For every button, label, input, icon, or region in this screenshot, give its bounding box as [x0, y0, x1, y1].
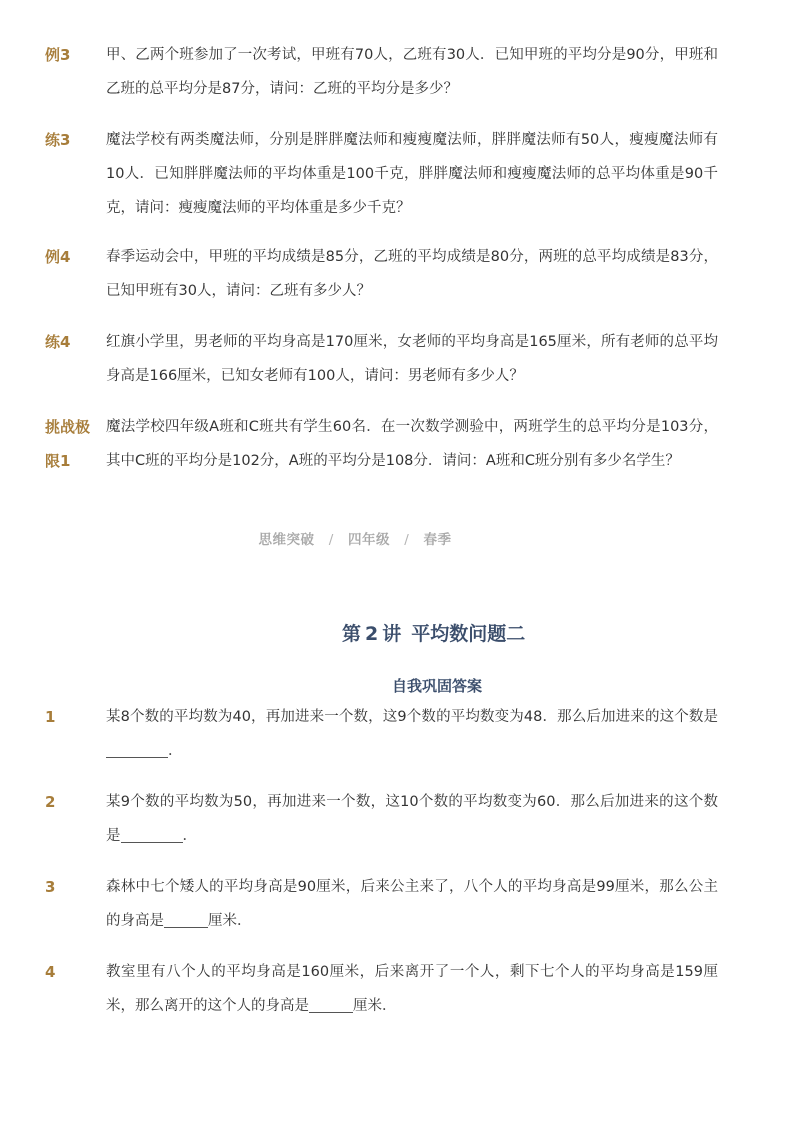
exercise-text-after: 厘米． [208, 913, 252, 929]
exercise-text-after: ． [168, 743, 183, 759]
answer-blank[interactable] [164, 911, 208, 928]
problem-label [45, 410, 101, 478]
problem-label: 练4 [45, 333, 71, 351]
problem-text: 甲、乙两个班参加了一次考试，甲班有70人，乙班有30人．已知甲班的平均分是90分，甲班和乙班的总平均分是87分，请问：乙班的平均分是多少？ [106, 47, 718, 97]
exercise-label: 3 [45, 878, 56, 896]
answer-blank[interactable] [106, 741, 168, 758]
exercise-text-before: 教室里有八个人的平均身高是160厘米，后来离开了一个人，剩下七个人的平均身高是159厘米，那么离开的这个人的身高是 [106, 964, 718, 1014]
exercise-text [106, 785, 718, 853]
exercise-text-before: 某9个数的平均数为50，再加进来一个数，这10个数的平均数变为60．那么后加进来的这个数是 [106, 794, 718, 844]
lecture-number: 2 [365, 623, 379, 645]
problem-label: 练3 [45, 131, 71, 149]
exercise-label: 4 [45, 963, 56, 981]
exercise-text [106, 955, 718, 1023]
exercise-text-after: 厘米． [353, 998, 397, 1014]
footer-separator: / [404, 532, 410, 548]
problem-text: 魔法学校有两类魔法师，分别是胖胖魔法师和瘦瘦魔法师，胖胖魔法师有50人，瘦瘦魔法师有10人．已知胖胖魔法师的平均体重是100千克，胖胖魔法师和瘦瘦魔法师的总平均体重是90千克，请问：瘦瘦魔法师的平均体重是多少千克？ [106, 132, 718, 216]
problem-text: 魔法学校四年级A班和C班共有学生60名．在一次数学测验中，两班学生的总平均分是103分，其中C班的平均分是102分，A班的平均分是108分．请问：A班和C班分别有多少名学生？ [106, 419, 718, 469]
problem-label-line2: 限1 [45, 452, 71, 470]
problem-text: 红旗小学里，男老师的平均身高是170厘米，女老师的平均身高是165厘米，所有老师的总平均身高是166厘米，已知女老师有100人，请问：男老师有多少人？ [106, 334, 718, 384]
exercise-text-before: 森林中七个矮人的平均身高是90厘米，后来公主来了，八个人的平均身高是99厘米，那么公主的身高是 [106, 879, 718, 929]
answer-blank[interactable] [309, 996, 353, 1013]
lecture-name: 平均数问题二 [411, 623, 526, 645]
exercise-label: 1 [45, 708, 56, 726]
problem-text: 春季运动会中，甲班的平均成绩是85分，乙班的平均成绩是80分，两班的总平均成绩是83分，已知甲班有30人，请问：乙班有多少人？ [106, 249, 718, 299]
footer-breadcrumb [0, 528, 800, 548]
lecture-prefix: 第 [342, 623, 362, 645]
answer-blank[interactable] [121, 826, 183, 843]
answers-section-title: 自我巩固答案 [392, 677, 483, 695]
footer-grade: 四年级 [348, 532, 390, 548]
footer-term: 春季 [423, 532, 452, 548]
problem-label-line1: 挑战极 [45, 418, 91, 436]
footer-separator: / [328, 532, 334, 548]
lecture-title [342, 619, 525, 646]
problem-label: 例4 [45, 248, 71, 266]
exercise-text-before: 某8个数的平均数为40，再加进来一个数，这9个数的平均数变为48．那么后加进来的这个数是 [106, 709, 718, 725]
exercise-label: 2 [45, 793, 56, 811]
exercise-text [106, 700, 718, 768]
footer-series: 思维突破 [258, 532, 315, 548]
lecture-suffix: 讲 [382, 623, 402, 645]
problem-label: 例3 [45, 46, 71, 64]
exercise-text [106, 870, 718, 938]
exercise-text-after: ． [182, 828, 197, 844]
